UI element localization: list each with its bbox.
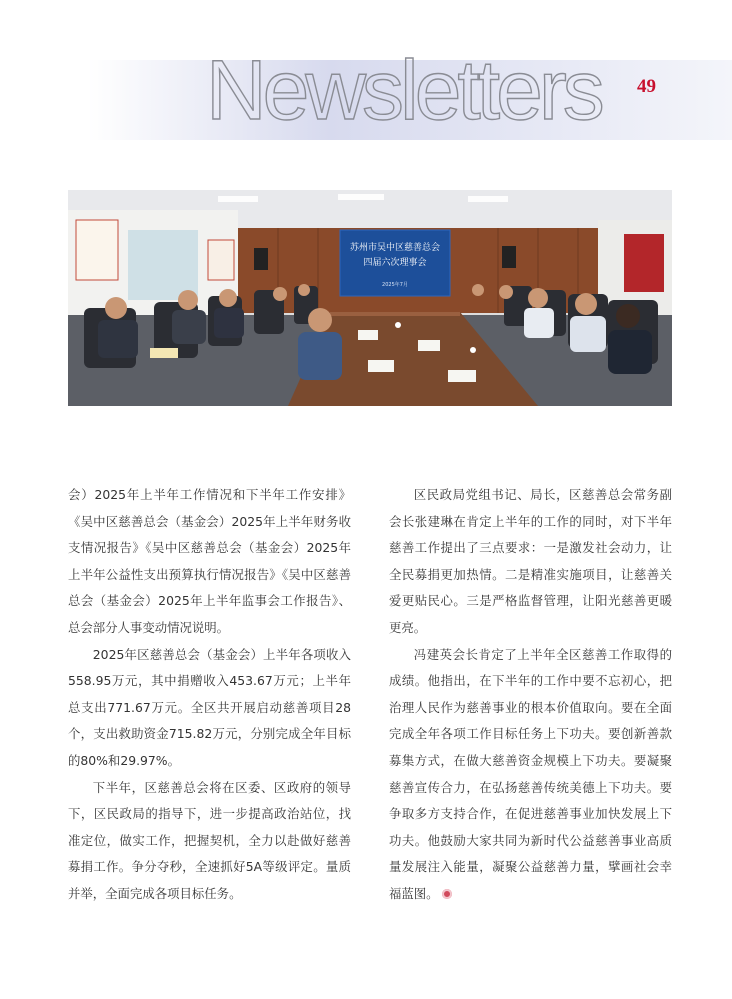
- article-paragraph: 会）2025年上半年工作情况和下半年工作安排》《吴中区慈善总会（基金会）2025年上半年财务收支情况报告》《吴中区慈善总会（基金会）2025年上半年公益性支出预算执行情况报告》《吴中区慈善总会（基金会）2025年上半年监事会工作报告》、总会部分人事变动情况说明。: [68, 487, 351, 635]
- meeting-photo-illustration: [68, 190, 672, 406]
- article-paragraph-last: [389, 642, 672, 908]
- banner-title-line1: 苏州市吴中区慈善总会: [349, 243, 441, 253]
- page-number: 49: [637, 76, 656, 97]
- meeting-photo: [68, 190, 672, 406]
- article-paragraph-text: 冯建英会长肯定了上半年全区慈善工作取得的成绩。他指出，在下半年的工作中要不忘初心，把治理人民作为慈善事业的根本价值取向。要在全面完成全年各项工作目标任务上下功夫。要创新善款募集方式，在做大慈善资金规模上下功夫。要凝聚慈善宣传合力，在弘扬慈善传统美德上下功夫。要争取多方支持合作，在促进慈善事业加快发展上下功夫。他鼓励大家共同为新时代公益慈善事业高质量发展注入能量，凝聚公益慈善力量，擘画社会幸福蓝图。: [389, 646, 672, 901]
- article-paragraph: 2025年区慈善总会（基金会）上半年各项收入558.95万元，其中捐赠收入453.67万元；上半年总支出771.67万元。全区共开展启动慈善项目28个，支出救助资金715.82万元，分别完成全年目标的80%和29.97%。: [68, 646, 351, 768]
- article-paragraph: 区民政局党组书记、局长，区慈善总会常务副会长张建琳在肯定上半年的工作的同时，对下半年慈善工作提出了三点要求：一是激发社会动力，让全民募捐更加热情。二是精准实施项目，让慈善关爱更贴民心。三是严格监督管理，让阳光慈善更暖更亮。: [389, 487, 672, 635]
- end-mark-icon: [442, 889, 452, 899]
- article-paragraph: 下半年，区慈善总会将在区委、区政府的领导下，区民政局的指导下，进一步提高政治站位，找准定位，做实工作，把握契机，全力以赴做好慈善募捐工作。争分夺秒，全速抓好5A等级评定。量质并举，全面完成各项目标任务。: [68, 779, 351, 901]
- banner-date: 2025年7月: [382, 282, 408, 288]
- masthead-title: Newsletters: [206, 43, 601, 137]
- banner-title-line2: 四届六次理事会: [363, 258, 427, 268]
- article-column-left: [68, 482, 351, 908]
- article-column-right: [389, 482, 672, 908]
